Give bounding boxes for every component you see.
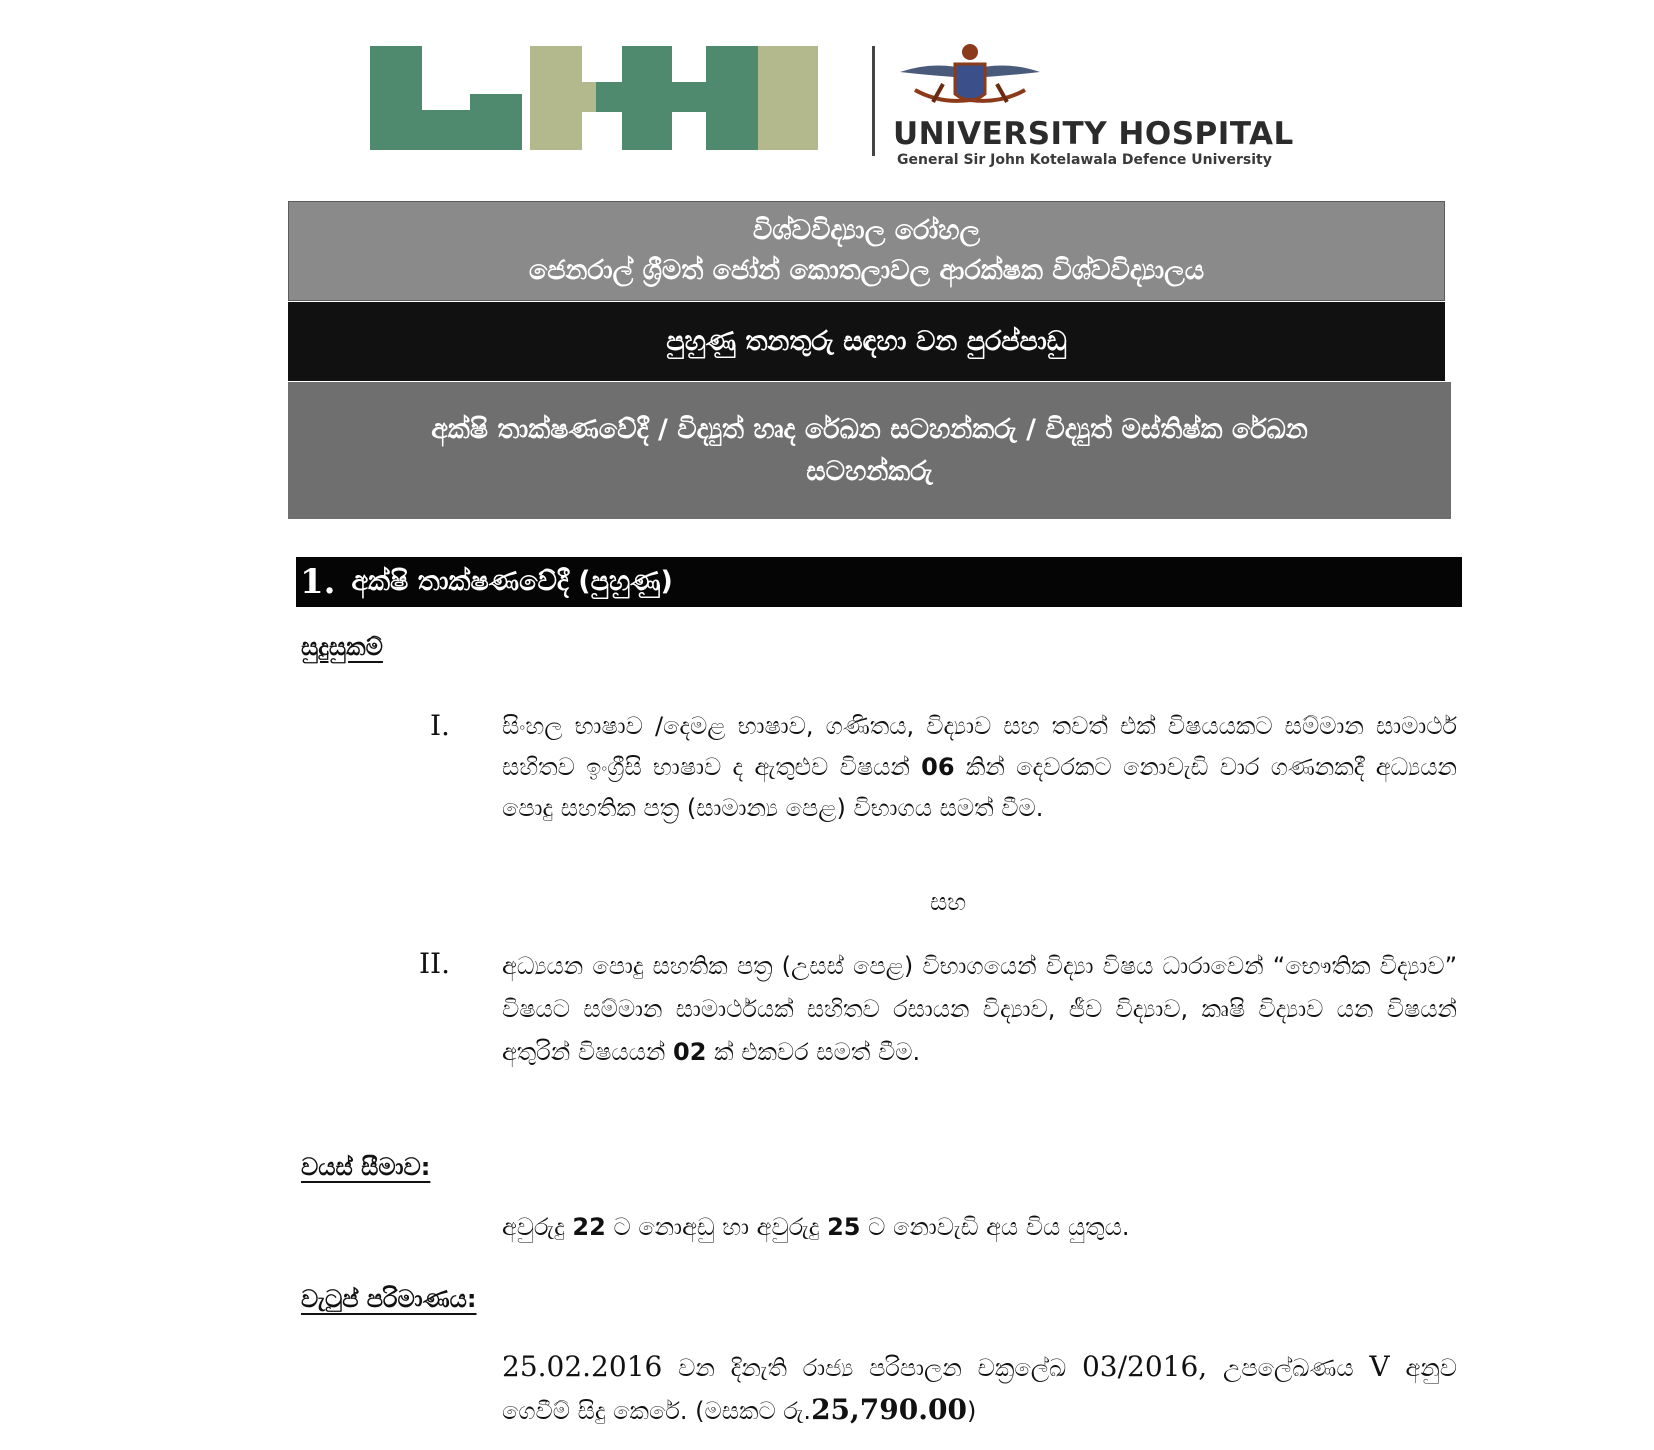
item-numeral-2: II.	[419, 947, 451, 980]
salary-amount: 25,790.00	[811, 1393, 967, 1426]
vacancies-title: පුහුණු තනතුරු සඳහා වන පුරප්පාඩු	[666, 325, 1067, 357]
uh-logo-mark	[370, 38, 850, 156]
salary-circular: 03/2016,	[1081, 1350, 1208, 1383]
salary-part-1: වන දිනැති රාජ්‍ය පරිපාලන චක්‍රලේඛ	[678, 1354, 1067, 1382]
item-1-bold-number: 06	[921, 753, 955, 781]
salary-part-3: අනුව ගෙවීම් සිදු කෙරේ. (මසකට රු.	[502, 1354, 1457, 1425]
qualification-item-2	[502, 945, 1457, 1074]
age-min: 22	[572, 1213, 606, 1241]
item-1-text-before: සිංහල භාෂාව /දෙමළ භාෂාව, ගණිතය, විද්‍යාව සහ තවත් එක් විෂයයකට සම්මාන සාමාර්ථ සහිතව ඉංග්‍රීසි භාෂාව ද ඇතුළුව විෂයන්	[502, 712, 1457, 781]
university-header	[288, 201, 1445, 301]
salary-date: 25.02.2016	[502, 1350, 663, 1383]
qualification-item-1	[502, 706, 1457, 829]
header-line-1: විශ්වවිද්‍යාල රෝහල	[752, 215, 981, 246]
salary-text	[502, 1346, 1457, 1432]
salary-part-4: )	[966, 1397, 977, 1425]
salary-schedule: V	[1369, 1350, 1390, 1383]
crest-icon	[895, 42, 1045, 112]
section-title: අක්ෂි තාක්ෂණවේදී (පුහුණු)	[351, 566, 673, 597]
salary-heading: වැටුප් පරිමාණය:	[301, 1285, 477, 1313]
connector-word: සහ	[930, 888, 967, 916]
item-numeral-1: I.	[430, 709, 450, 742]
vacancies-title-bar	[288, 302, 1445, 381]
qualifications-heading: සුදුසුකම්	[301, 633, 383, 661]
salary-part-2: උපලේඛණය	[1223, 1354, 1354, 1382]
item-2-text-before: අධ්‍යයන පොදු සහතික පත්‍ර (උසස් පෙළ) විභාගයෙන් විද්‍යා විෂය ධාරාවෙන් “භෞතික විද්‍යාව” විෂයට සම්මාන සාමාර්ථයක් සහිතව රසායන විද්‍යාව, ජීව විද්‍යාව, කෘෂි විද්‍යාව යන විෂයන් අතුරින් විෂයයන්	[502, 952, 1457, 1066]
item-1-text-after: කින් දෙවරකට නොවැඩි වාර ගණනකදී අධ්‍යයන පොදු සහතික පත්‍ර (සාමාන්‍ය පෙළ) විභාගය සමත් වීම.	[502, 753, 1457, 822]
posts-line-1: අක්ෂි තාක්ෂණවේදී / විද්‍යුත් හෘද රේඛන සටහන්කරු / විද්‍යුත් මස්තිෂ්ක රේඛන	[431, 413, 1308, 445]
section-number: 1.	[300, 562, 336, 602]
age-part-3: ට නොවැඩි අය විය යුතුය.	[868, 1213, 1130, 1241]
item-2-bold-number: 02	[673, 1038, 707, 1066]
age-part-1: අවුරුදු	[502, 1213, 565, 1241]
posts-line-2: සටහන්කරු	[806, 455, 933, 487]
age-heading: වයස් සීමාව:	[301, 1153, 431, 1181]
item-2-text-after: ක් එකවර සමත් වීම.	[714, 1038, 921, 1066]
age-part-2: ට නොඅඩු හා අවුරුදු	[613, 1213, 820, 1241]
logo-subtitle: General Sir John Kotelawala Defence University	[897, 152, 1272, 168]
logo-name: UNIVERSITY HOSPITAL	[893, 116, 1294, 152]
header-line-2: ජෙනරාල් ශ්‍රීමත් ජෝන් කොතලාවල ආරක්ෂක විශ්වවිද්‍යාලය	[528, 255, 1205, 286]
age-limit-text	[502, 1213, 1130, 1241]
section-heading-bar	[296, 557, 1462, 607]
age-max: 25	[827, 1213, 861, 1241]
hospital-logo	[370, 38, 1380, 168]
logo-divider	[872, 46, 875, 156]
posts-bar	[288, 382, 1451, 519]
